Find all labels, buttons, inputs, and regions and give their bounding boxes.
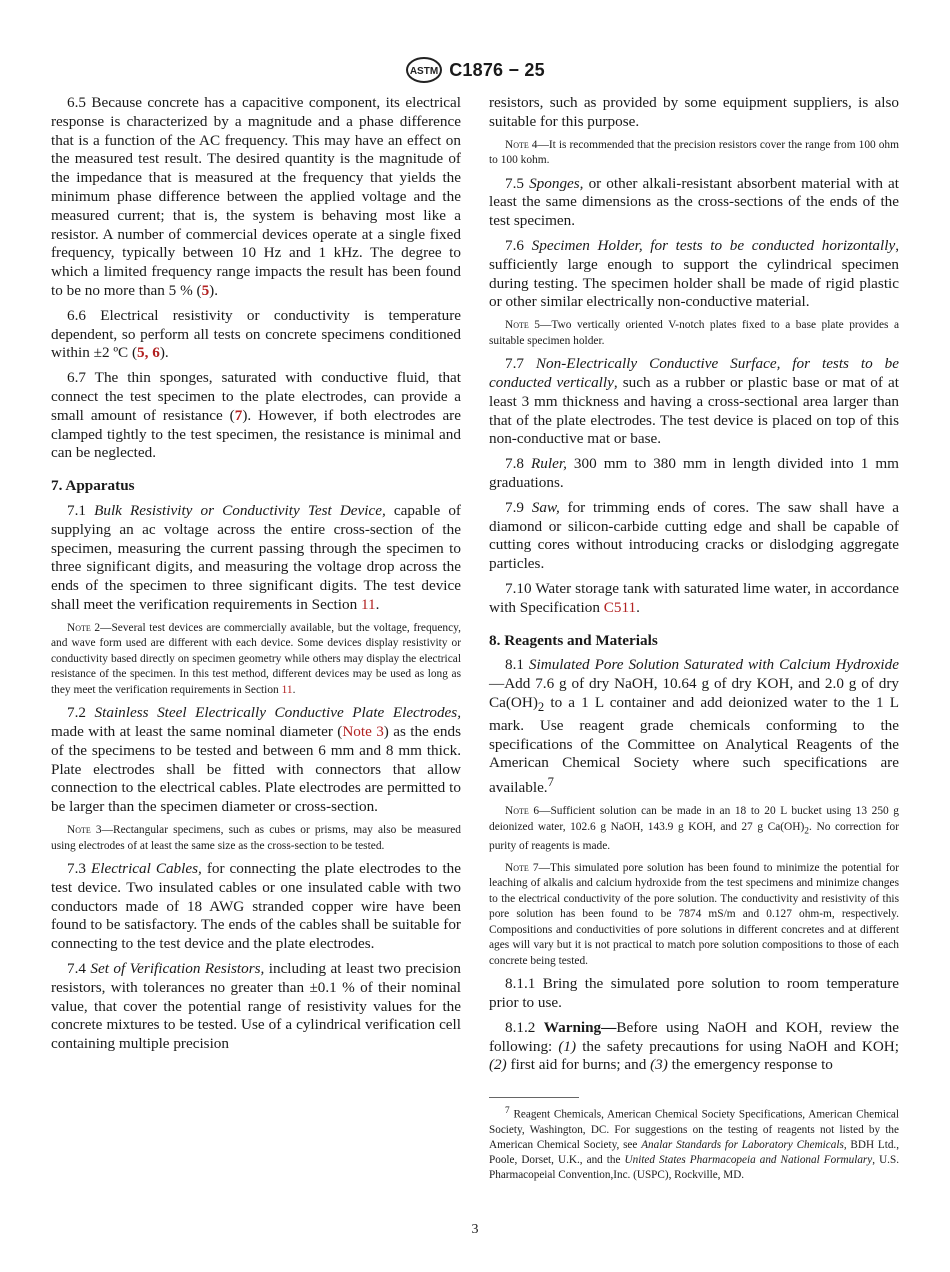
section-link[interactable]: 11 [360, 595, 376, 613]
paragraph-6-5: 6.5 Because concrete has a capacitive component, its electrical response is characterized by a magnitude and a phase difference that is a function of the AC frequency. This may have an effect on the measured test result. The desired quantity is the magnitude of the impedance that is measured at the frequency that yields the minimum phase difference between the applied voltage and the measured current; that is, the system is behaving most like a resistor. A number of commercial devices operate at a single fixed frequency, typically between 10 Hz and 1 kHz. The degree to which a limited frequency range impacts the result has been found to be no more than 5 % (5). [51, 94, 461, 299]
paragraph-7-7: 7.7 Non-Electrically Conductive Surface, for tests to be conducted vertically, such as a rubber or plastic base or mat of at least 3 mm thickness and having a cross-sectional area larger than that of the plate electrodes. The test device is placed on top of this non-conductive mat or base. [489, 355, 900, 448]
paragraph-7-4: 7.4 Set of Verification Resistors, including at least two precision resistors, with tolerances no greater than ±0.1 % of their nominal value, that cover the potential range of resistivity values for the concrete mixtures to be tested. Use of a cylindrical verification cell containing multiple precision [51, 959, 461, 1053]
note-link[interactable]: Note 3 [342, 723, 384, 741]
standard-designation: C1876 − 25 [449, 59, 545, 80]
paragraph-7-9: 7.9 Saw, for trimming ends of cores. The saw shall have a diamond or silicon-carbide cutting edge and shall be capable of cutting cores without introducing cracks or dislodging aggregate particles. [489, 498, 900, 573]
note-2: Note 2—Several test devices are commercially available, but the voltage, frequency, and wave form used are different with each device. Some devices display resistivity or conductivity based directly on specimen geometry while others may display the electrical resistance of the specimen. In this test method, different devices may be used as long as they meet the verification requirements in Section 11. [51, 621, 461, 696]
svg-text:ASTM: ASTM [410, 66, 439, 77]
reference-link[interactable]: 5 [201, 281, 210, 299]
paragraph-8-1: 8.1 Simulated Pore Solution Saturated with Calcium Hydroxide—Add 7.6 g of dry NaOH, 10.64 g of dry KOH, and 2.0 g of dry $Ca(OH)_2$ to a 1 L container and add deionized water to the 1 L mark. Use reagent grade chemicals conforming to the specifications of the Committee on Analytical Reagents of the American Chemical Society where such specifications are available.$^7$ [489, 656, 899, 797]
note-4: Note 4—It is recommended that the precision resistors cover the range from 100 ohm to 100 kohm. [489, 138, 899, 167]
note-6: Note 6—Sufficient solution can be made in an 18 to 20 L bucket using 13 250 g deionized water, 102.6 g NaOH, 143.9 g KOH, and 27 g $Ca(OH)_2$. No correction for purity of reagents is made. [489, 805, 899, 853]
reference-link[interactable]: 7 [234, 406, 243, 424]
paragraph-7-8: 7.8 Ruler, 300 mm to 380 mm in length divided into 1 mm graduations. [489, 455, 899, 491]
paragraph-7-4-continued: resistors, such as provided by some equipment suppliers, is also suitable for this purpose. [489, 94, 899, 130]
section-heading-apparatus: 7. Apparatus [51, 477, 135, 495]
footnote-7: $^7$ Reagent Chemicals, American Chemical Society Specifications, American Chemical Society, Washington, DC. For suggestions on the testing of reagents not listed by the American Chemical Society, see Analar Standards for Laboratory Chemicals, BDH Ltd., Poole, Dorset, U.K., and the United States Pharmacopeia and National Formulary, U.S. Pharmacopeial Convention,Inc. (USPC), Rockville, MD. [489, 1106, 900, 1181]
footnote-marker: 7 [547, 775, 554, 790]
section-heading-reagents: 8. Reagents and Materials [489, 631, 658, 649]
paragraph-7-5: 7.5 Sponges, or other alkali-resistant absorbent material with at least the same dimensions as the cross-sections of the ends of the test specimen. [489, 174, 900, 230]
paragraph-6-6: 6.6 Electrical resistivity or conductivity is temperature dependent, so perform all tests on concrete specimens conditioned within ±2 ºC (5, 6). [51, 306, 462, 362]
paragraph-7-6: 7.6 Specimen Holder, for tests to be conducted horizontally, sufficiently large enough to support the cylindrical specimen during testing. The specimen holder shall be made of rigid plastic or other similar electrically non-conductive material. [489, 236, 899, 311]
paragraph-8-1-2: 8.1.2 Warning—Before using NaOH and KOH, review the following: (1) the safety precautions for using NaOH and KOH; (2) first aid for burns; and (3) the emergency response to [489, 1018, 900, 1074]
specification-link[interactable]: C511 [603, 598, 637, 616]
note-5: Note 5—Two vertically oriented V-notch plates fixed to a base plate provides a suitable specimen holder. [489, 319, 899, 347]
paragraph-7-2: 7.2 Stainless Steel Electrically Conductive Plate Electrodes, made with at least the same nominal diameter (Note 3) as the ends of the specimens to be tested and between 6 mm and 8 mm thick. Plate electrodes shall be fitted with connectors that allow connection to the electrical cables. Plate electrodes are permitted to be larger than the specimen diameter or cross-section. [51, 704, 461, 816]
paragraph-8-1-1: 8.1.1 Bring the simulated pore solution to room temperature prior to use. [489, 975, 899, 1012]
paragraph-7-3: 7.3 Electrical Cables, for connecting the plate electrodes to the test device. Two insulated cables or one insulated cable with two conductors made of 18 AWG stranded copper wire have been found to be satisfactory. The ends of the cables shall be suitable for connecting to the test device and the plate electrodes. [51, 860, 462, 953]
astm-logo-icon [405, 56, 443, 84]
left-column [51, 94, 461, 1060]
page-header [0, 56, 950, 84]
paragraph-7-1: 7.1 Bulk Resistivity or Conductivity Test Device, capable of supplying an ac voltage across the entire cross-section of the specimen, measuring the current passing through the specimen to three significant digits, and measuring the voltage drop across the ends of the specimen to three significant digits. The test device shall meet the verification requirements in Section 11. [51, 501, 461, 613]
page-number: 3 [471, 1222, 479, 1237]
paragraph-6-7: 6.7 The thin sponges, saturated with conductive fluid, that connect the test specimen to the plate electrodes, can provide a small amount of resistance (7). However, if both electrodes are clamped tightly to the test specimen, the resistance is minimal and can be neglected. [51, 369, 461, 462]
note-7: Note 7—This simulated pore solution has been found to minimize the potential for leaching of alkalis and calcium hydroxide from the test specimens and minimize changes to the electrical conductivity of the pore solution. The conductivity and resistivity of this pore solution has been found to be 7874 mS/m and 0.127 ohm-m, respectively. Compositions and conductivities of pore solutions in different concretes and at different ages will vary but it is not practical to match pore solution compositions to those of each concrete being tested. [489, 861, 899, 967]
footnote-divider [489, 1097, 579, 1098]
right-column [489, 94, 899, 1183]
section-link[interactable]: 11 [281, 683, 293, 696]
reference-link[interactable]: 5, 6 [137, 344, 160, 362]
note-3: Note 3—Rectangular specimens, such as cubes or prisms, may also be measured using electrodes of at least the same size as the cross-section to be tested. [51, 824, 461, 852]
paragraph-7-10: 7.10 Water storage tank with saturated lime water, in accordance with Specification C511. [489, 579, 899, 616]
